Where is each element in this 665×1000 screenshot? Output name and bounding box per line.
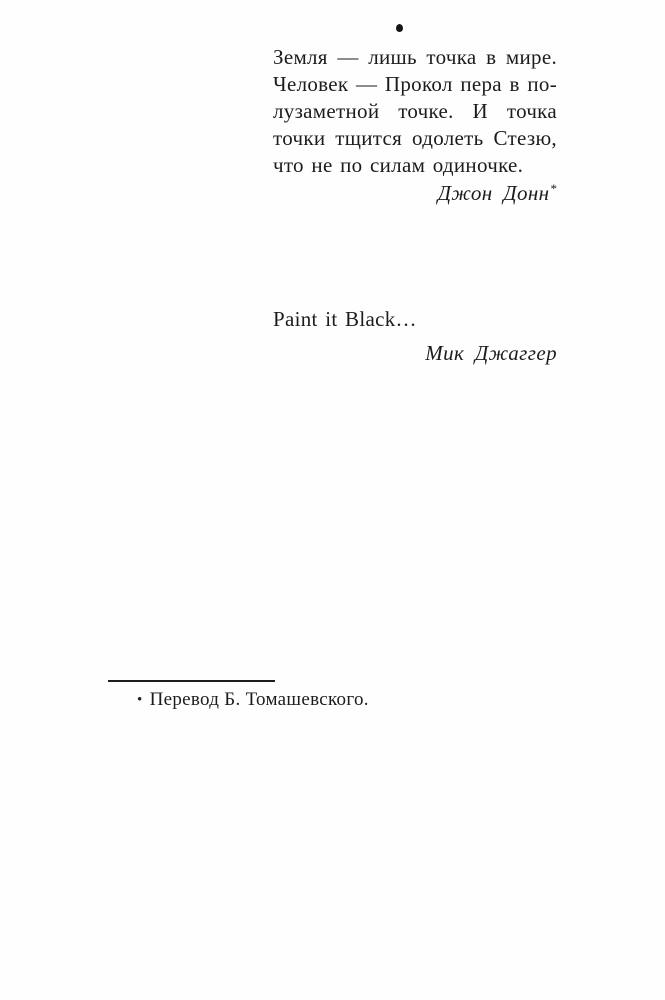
epigraph-attribution-donne	[273, 175, 557, 207]
section-divider-dot-icon	[396, 24, 403, 32]
footnote-marker-icon: •	[137, 692, 143, 708]
footnote	[108, 680, 448, 712]
epigraph-attribution-jagger	[273, 340, 557, 367]
footnote-divider-rule	[108, 680, 275, 682]
attribution-name: Мик Джаггер	[425, 341, 557, 365]
epigraph-line: Paint it Black…	[273, 307, 417, 331]
footnote-text	[108, 688, 448, 712]
attribution-name: Джон Донн	[437, 181, 550, 205]
epigraph-line: точки тщится одолеть Стезю,	[273, 126, 557, 150]
epigraph-line: что не по силам одиночке.	[273, 153, 524, 177]
epigraph-jagger	[273, 306, 557, 367]
epigraph-donne	[273, 44, 557, 207]
footnote-body: Перевод Б. Томашевского.	[149, 689, 369, 710]
epigraph-line: лузаметной точке. И точка	[273, 99, 557, 123]
epigraph-line: Человек — Прокол пера в по-	[273, 72, 557, 96]
footnote-reference-asterisk: *	[550, 181, 557, 196]
epigraph-line: Земля — лишь точка в мире.	[273, 45, 557, 69]
